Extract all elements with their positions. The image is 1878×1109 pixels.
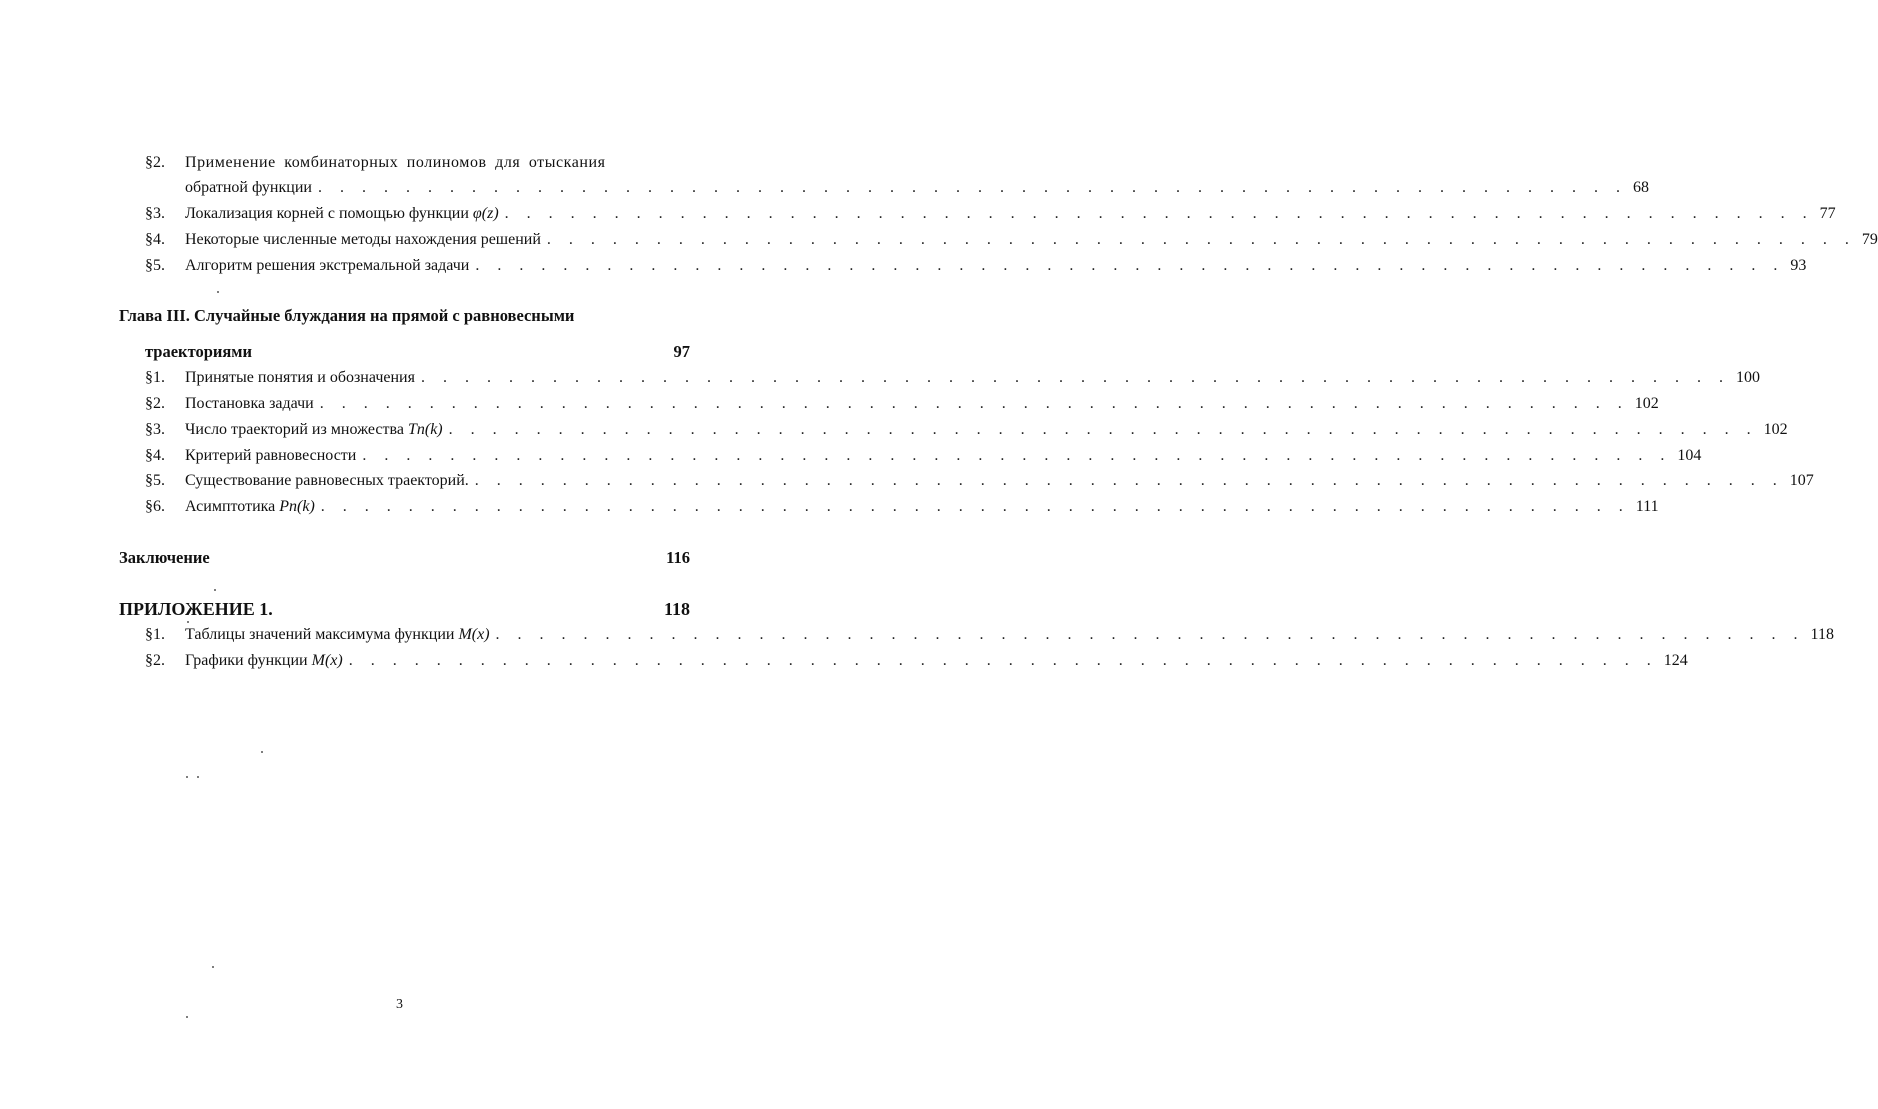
scan-speck — [187, 621, 189, 623]
section-number: §2. — [145, 652, 165, 669]
section-number: §4. — [145, 447, 165, 464]
toc-entry-ch3-s3 — [145, 418, 1788, 442]
section-number: §1. — [145, 626, 165, 643]
math-mx: M(x) — [458, 626, 490, 643]
toc-entry-ch2-s5 — [145, 254, 1807, 278]
page-ref: 111 — [1635, 498, 1659, 515]
dot-leader: . . . . . . . . . . . . . . . . . . . . . . . . . . . . . . . . . . . . . . . . . . . . . . . . . . . . . . . . . . . . — [420, 369, 1730, 386]
scan-speck — [261, 751, 263, 753]
section-number: §3. — [145, 205, 165, 222]
page-ref: 100 — [1735, 369, 1760, 386]
dot-leader: . . . . . . . . . . . . . . . . . . . . . . . . . . . . . . . . . . . . . . . . . . . . . . . . . . . . . . . . . . . . — [495, 626, 1805, 643]
toc-entry-app-s2 — [145, 649, 1688, 673]
section-number: §2. — [145, 395, 165, 412]
toc-entry-ch3-s4 — [145, 444, 1702, 468]
page-ref: 102 — [1763, 421, 1788, 438]
section-title: Алгоритм решения экстремальной задачи — [185, 257, 470, 274]
section-title: Число траекторий из множества — [185, 421, 404, 438]
section-title: Локализация корней с помощью функции — [185, 205, 469, 222]
section-title: Существование равновесных траекторий. — [185, 472, 469, 489]
scan-speck — [217, 291, 219, 293]
section-number: §6. — [145, 498, 165, 515]
dot-leader: . . . . . . . . . . . . . . . . . . . . . . . . . . . . . . . . . . . . . . . . . . . . . . . . . . . . . . . . . . . . — [475, 257, 1785, 274]
section-title: Критерий равновесности — [185, 447, 357, 464]
page-ref: 79 — [1861, 231, 1878, 248]
dot-leader: . . . . . . . . . . . . . . . . . . . . . . . . . . . . . . . . . . . . . . . . . . . . . . . . . . . . . . . . . . . . — [546, 231, 1856, 248]
section-title: Асимптотика — [185, 498, 276, 515]
section-title: Некоторые численные методы нахождения решений — [185, 231, 541, 248]
toc-entry-ch2-s4 — [145, 228, 1878, 252]
dot-leader: . . . . . . . . . . . . . . . . . . . . . . . . . . . . . . . . . . . . . . . . . . . . . . . . . . . . . . . . . . . . — [320, 498, 1630, 515]
section-title: Применение комбинаторных полиномов для отыскания — [185, 154, 606, 171]
section-title-cont: обратной функции — [185, 179, 312, 196]
chapter-page-ref: 97 — [673, 342, 690, 361]
math-phi: φ(z) — [472, 205, 499, 222]
toc-entry-ch3-s6 — [145, 495, 1659, 519]
chapter-title-cont: траекториями — [145, 342, 253, 361]
section-title: Таблицы значений максимума функции — [185, 626, 455, 643]
scan-speck — [197, 776, 199, 778]
toc-entry-ch2-s3 — [145, 202, 1836, 226]
chapter3-heading — [119, 303, 690, 329]
page-ref: 68 — [1632, 179, 1649, 196]
math-tnk: Tn(k) — [407, 421, 443, 438]
section-number: §5. — [145, 257, 165, 274]
conclusion-title: Заключение — [119, 548, 210, 567]
section-title: Принятые понятия и обозначения — [185, 369, 415, 386]
page-ref: 118 — [1810, 626, 1834, 643]
page-ref: 102 — [1634, 395, 1659, 412]
toc-entry-ch3-s2 — [145, 392, 1659, 416]
section-number: §4. — [145, 231, 165, 248]
section-title: Постановка задачи — [185, 395, 314, 412]
page-ref: 124 — [1663, 652, 1688, 669]
scan-speck — [186, 1016, 188, 1018]
math-pnk: Pn(k) — [279, 498, 315, 515]
dot-leader: . . . . . . . . . . . . . . . . . . . . . . . . . . . . . . . . . . . . . . . . . . . . . . . . . . . . . . . . . . . . — [317, 179, 1627, 196]
scan-speck — [212, 966, 214, 968]
dot-leader: . . . . . . . . . . . . . . . . . . . . . . . . . . . . . . . . . . . . . . . . . . . . . . . . . . . . . . . . . . . . — [319, 395, 1629, 412]
page-ref: 107 — [1789, 472, 1814, 489]
scan-speck — [186, 776, 188, 778]
math-mx: M(x) — [311, 652, 343, 669]
page-ref: 93 — [1790, 257, 1807, 274]
toc-entry-app-s1 — [145, 623, 1834, 647]
section-number: §3. — [145, 421, 165, 438]
section-number: §5. — [145, 472, 165, 489]
page-ref: 104 — [1677, 447, 1702, 464]
toc-entry-ch3-s5 — [145, 469, 1814, 493]
page-ref: 77 — [1819, 205, 1836, 222]
toc-entry-ch2-s2-cont — [145, 176, 1649, 200]
page-number: 3 — [396, 997, 403, 1012]
dot-leader: . . . . . . . . . . . . . . . . . . . . . . . . . . . . . . . . . . . . . . . . . . . . . . . . . . . . . . . . . . . . — [474, 472, 1784, 489]
toc-entry-ch3-s1 — [145, 366, 1760, 390]
chapter3-heading-cont — [145, 339, 690, 365]
section-number: §1. — [145, 369, 165, 386]
section-number: §2. — [145, 154, 165, 171]
dot-leader: . . . . . . . . . . . . . . . . . . . . . . . . . . . . . . . . . . . . . . . . . . . . . . . . . . . . . . . . . . . . — [362, 447, 1672, 464]
dot-leader: . . . . . . . . . . . . . . . . . . . . . . . . . . . . . . . . . . . . . . . . . . . . . . . . . . . . . . . . . . . . — [504, 205, 1814, 222]
appendix-page-ref: 118 — [663, 599, 690, 619]
chapter-title: Глава III. Случайные блуждания на прямой с равновесными — [119, 306, 575, 325]
dot-leader: . . . . . . . . . . . . . . . . . . . . . . . . . . . . . . . . . . . . . . . . . . . . . . . . . . . . . . . . . . . . — [448, 421, 1758, 438]
conclusion-page-ref: 116 — [666, 548, 690, 567]
dot-leader: . . . . . . . . . . . . . . . . . . . . . . . . . . . . . . . . . . . . . . . . . . . . . . . . . . . . . . . . . . . . — [348, 652, 1658, 669]
conclusion-heading — [119, 545, 690, 571]
section-title: Графики функции — [185, 652, 308, 669]
appendix-title: ПРИЛОЖЕНИЕ 1. — [119, 599, 273, 619]
appendix-heading — [119, 596, 690, 622]
scan-speck — [214, 589, 216, 591]
toc-entry-ch2-s2 — [145, 151, 690, 175]
